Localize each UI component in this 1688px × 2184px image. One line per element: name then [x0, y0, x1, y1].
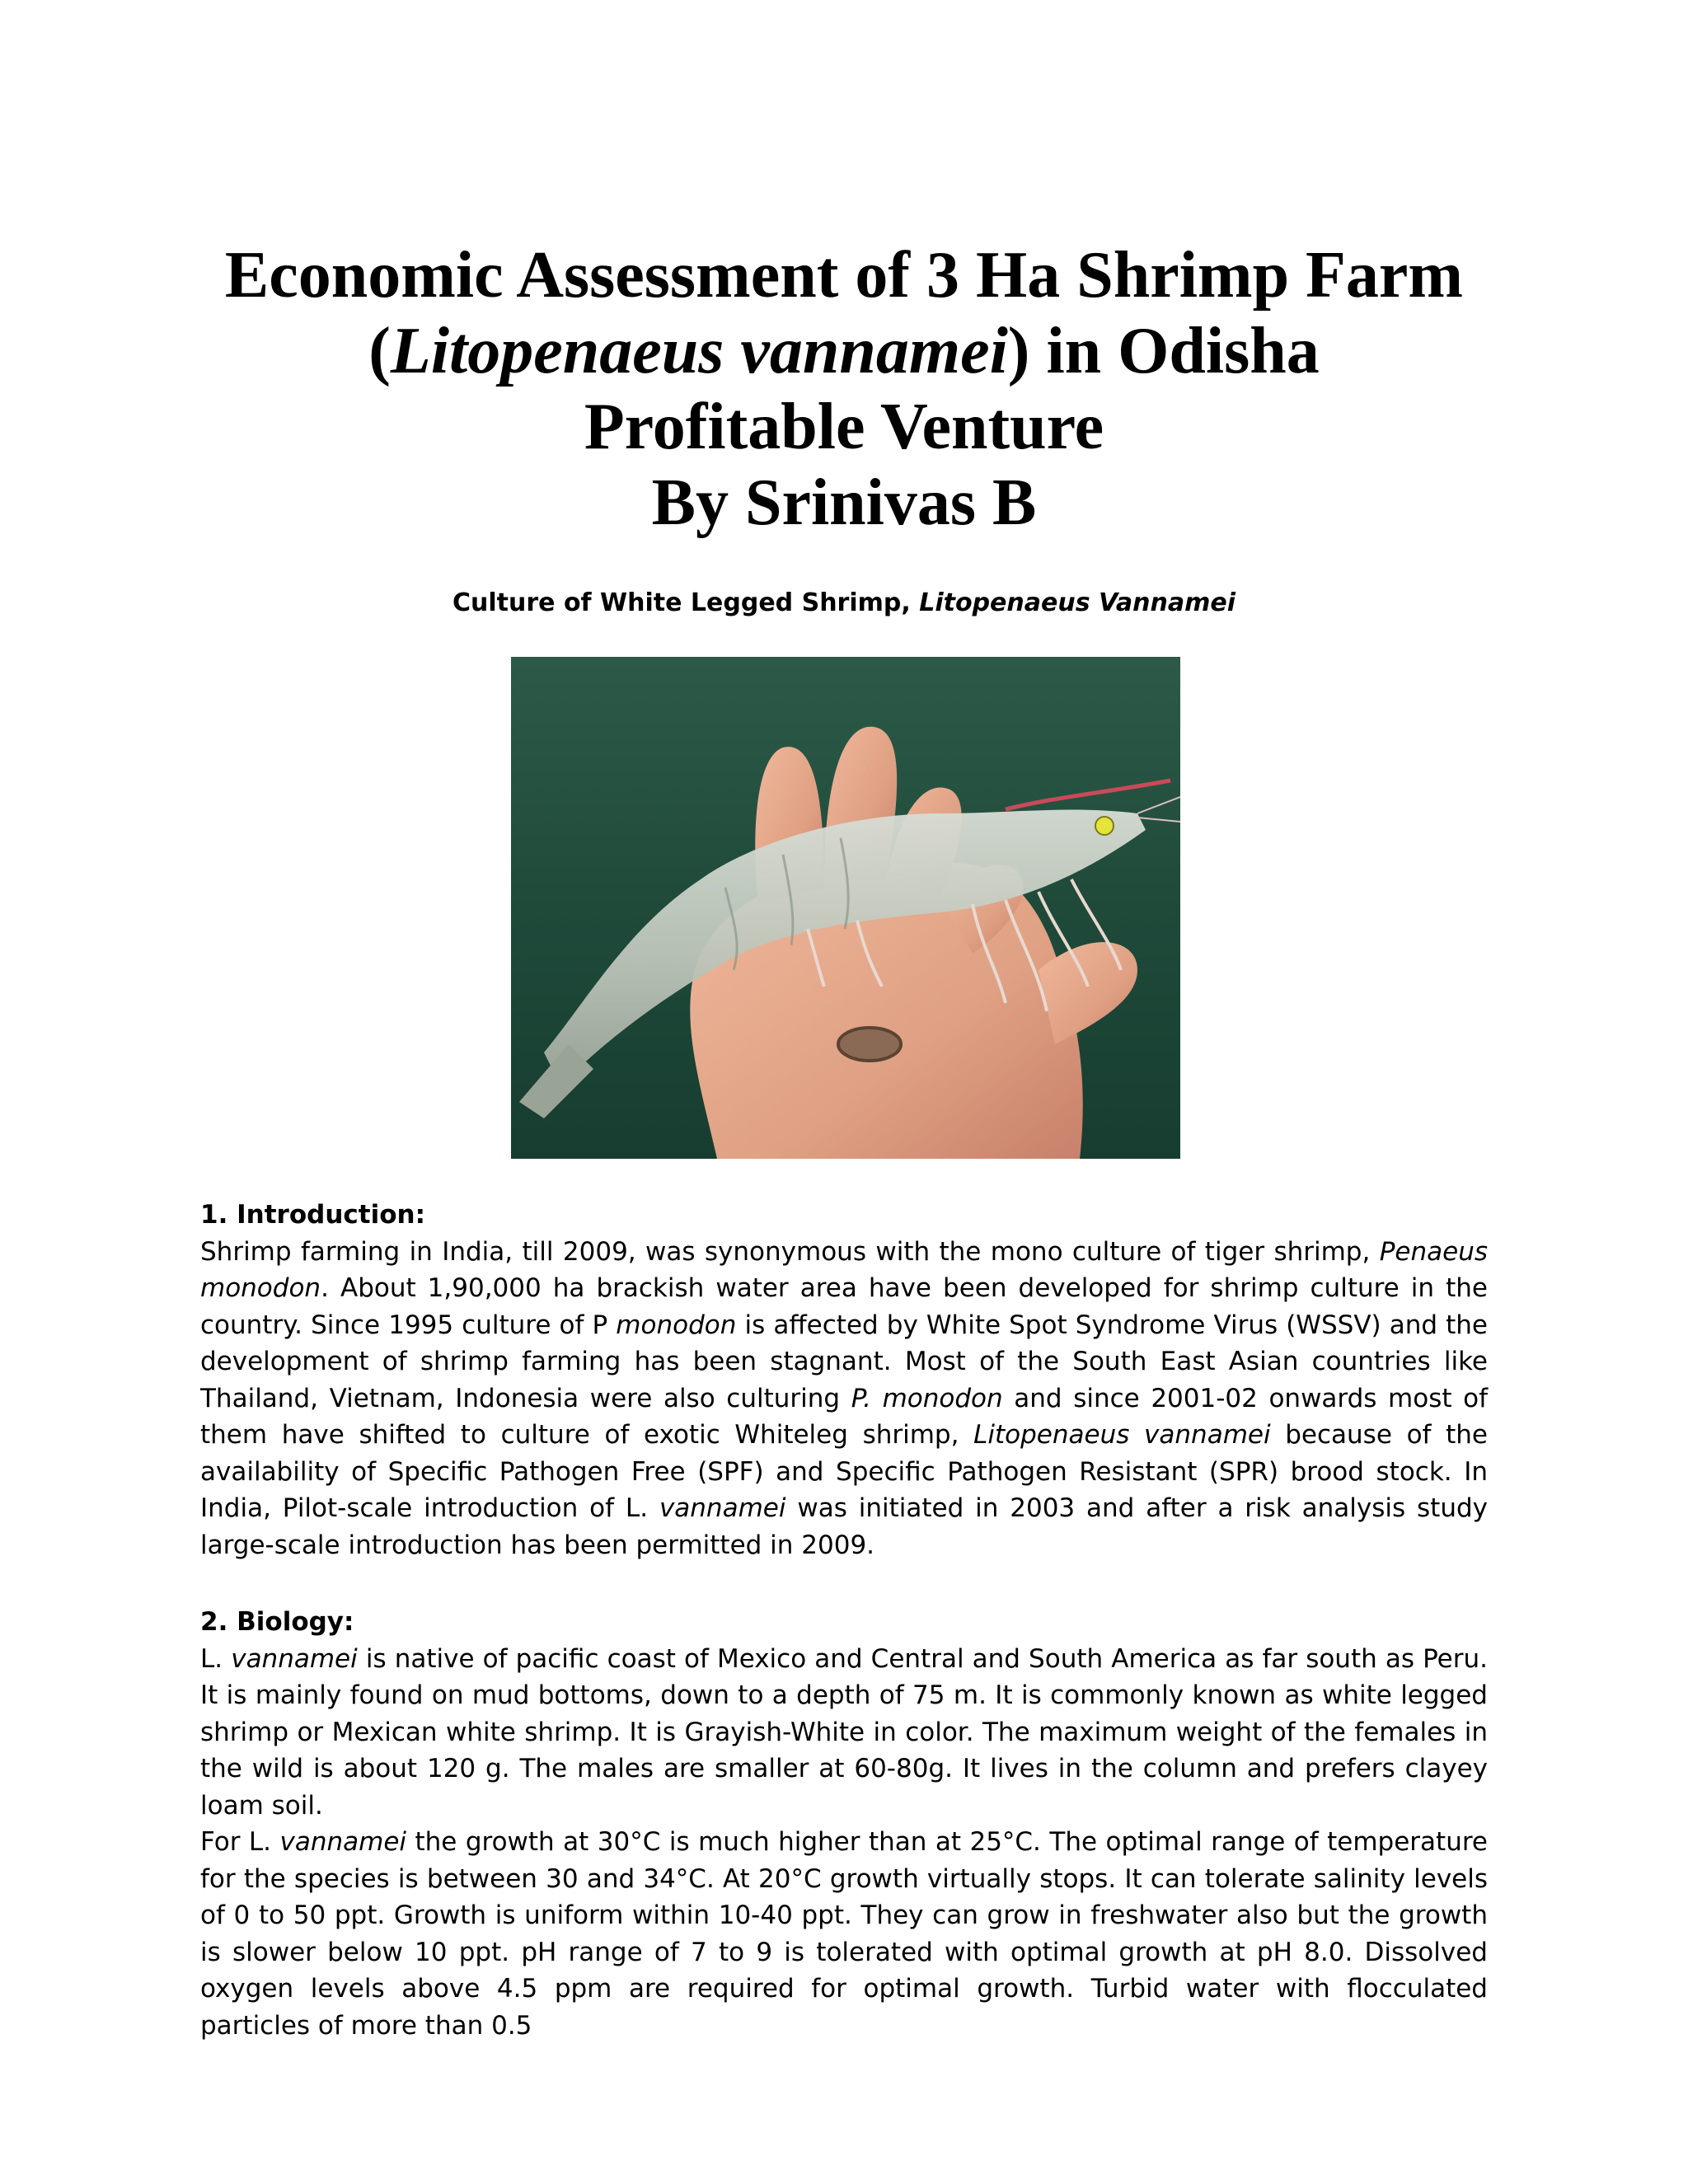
species-name: Litopenaeus vannamei	[973, 1420, 1271, 1450]
section-introduction	[200, 1197, 1488, 1563]
shrimp-photo	[511, 657, 1180, 1159]
title-author: By Srinivas B	[651, 466, 1037, 539]
title-line-1: Economic Assessment of 3 Ha Shrimp Farm	[224, 239, 1464, 312]
paragraph-text: L.	[200, 1643, 232, 1674]
section-paragraph	[200, 1824, 1488, 2044]
section-paragraph	[200, 1234, 1488, 1564]
species-name: vannamei	[279, 1827, 407, 1857]
paragraph-text: . About 1,90,000 ha brackish water area have been developed for shrimp culture in the country. Since 1995 culture of P	[200, 1273, 1488, 1340]
species-name: vannamei	[231, 1643, 358, 1674]
species-name: vannamei	[659, 1493, 786, 1523]
subtitle	[0, 587, 1688, 620]
title-paren-open: (	[368, 315, 391, 387]
species-name: monodon	[616, 1310, 737, 1340]
subtitle-text: Culture of White Legged Shrimp,	[452, 588, 920, 617]
paragraph-text: is affected by White Spot Syndrome Virus (WSSV) and the development of shrimp farming has been stagnant. Most of the South East Asian countries like Thailand, Vietnam, Indonesia were also culturing	[200, 1310, 1488, 1413]
paragraph-text: and since 2001-02 onwards most of them have shifted to culture of exotic Whiteleg shrimp,	[200, 1383, 1489, 1450]
title-location: ) in Odisha	[1007, 315, 1320, 387]
paragraph-text: Shrimp farming in India, till 2009, was synonymous with the mono culture of tiger shrimp,	[200, 1236, 1380, 1267]
species-name: Penaeus monodon	[200, 1236, 1488, 1303]
paragraph-text: For L.	[200, 1827, 280, 1857]
title-line-3: Profitable Venture	[584, 391, 1104, 463]
species-name: P. monodon	[851, 1383, 1003, 1413]
subtitle-species: Litopenaeus Vannamei	[919, 588, 1236, 617]
paragraph-text: is native of pacific coast of Mexico and Central and South America as far south as Peru. It is mainly found on mud bottoms, down to a depth of 75 m. It is commonly known as white legged shrimp or Mexican white shrimp. It is Grayish-White in color. The maximum weight of the females in the wild is about 120 g. The males are smaller at 60-80g. It lives in the column and prefers clayey loam soil.	[200, 1643, 1488, 1821]
section-heading: 2. Biology:	[200, 1607, 354, 1637]
title-species-name: Litopenaeus vannamei	[390, 315, 1008, 387]
shrimp-in-hand-image	[511, 657, 1180, 1159]
section-heading: 1. Introduction:	[200, 1200, 425, 1230]
title-line-2	[0, 313, 1688, 389]
paragraph-text: was initiated in 2003 and after a risk analysis study large-scale introduction has been permitted in 2009.	[200, 1493, 1489, 1560]
ring	[838, 1028, 901, 1061]
document-title	[0, 237, 1688, 541]
paragraph-text: the growth at 30°C is much higher than at 25°C. The optimal range of temperature for the species is between 30 and 34°C. At 20°C growth virtually stops. It can tolerate salinity levels of 0 to 50 ppt. Growth is uniform within 10-40 ppt. They can grow in freshwater also but the growth is slower below 10 ppt. pH range of 7 to 9 is tolerated with optimal growth at pH 8.0. Dissolved oxygen levels above 4.5 ppm are required for optimal growth. Turbid water with flocculated particles of more than 0.5	[200, 1827, 1488, 2041]
paragraph-text: because of the availability of Specific Pathogen Free (SPF) and Specific Pathogen Resistant (SPR) brood stock. In India, Pilot-scale introduction of L.	[200, 1420, 1488, 1523]
section-paragraph	[200, 1641, 1488, 1825]
section-biology	[200, 1604, 1488, 2044]
